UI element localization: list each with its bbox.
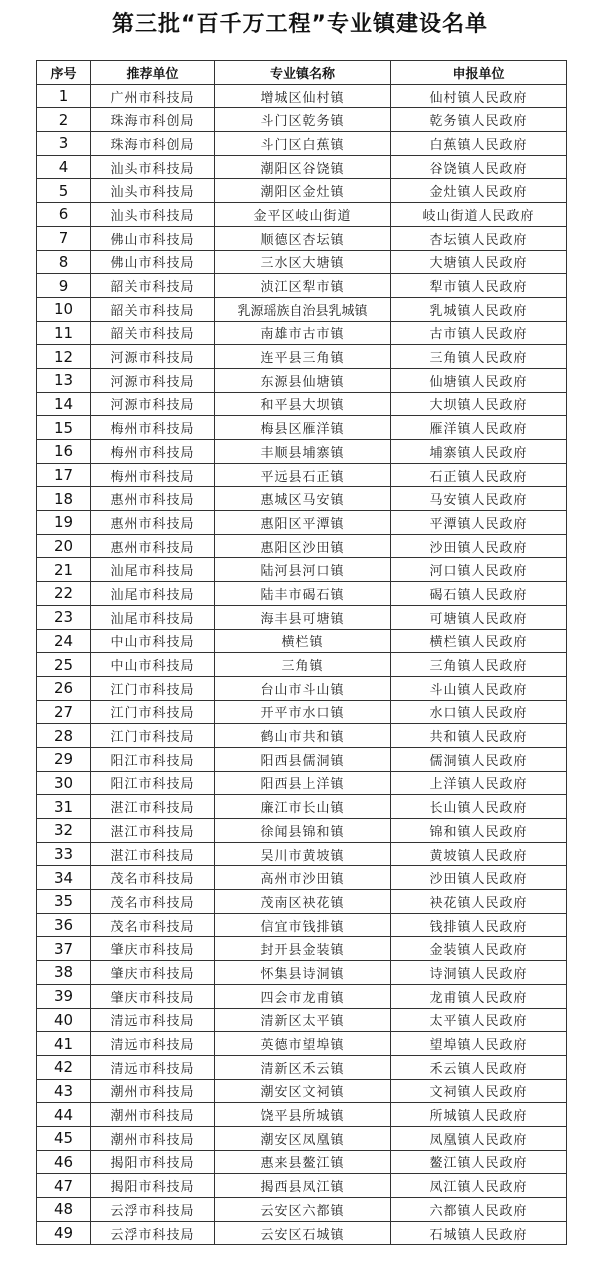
row-town-name: 金平区岐山街道	[215, 203, 391, 227]
row-applying-unit: 白蕉镇人民政府	[391, 132, 567, 156]
row-town-name: 吴川市黄坡镇	[215, 842, 391, 866]
row-applying-unit: 杏坛镇人民政府	[391, 226, 567, 250]
table-row	[37, 416, 567, 440]
table-row	[37, 1032, 567, 1056]
table-row	[37, 250, 567, 274]
row-index: 19	[37, 511, 91, 535]
header-index: 序号	[37, 61, 91, 85]
row-applying-unit: 石城镇人民政府	[391, 1221, 567, 1245]
row-recommending-unit: 中山市科技局	[91, 629, 215, 653]
row-town-name: 横栏镇	[215, 629, 391, 653]
row-applying-unit: 乾务镇人民政府	[391, 108, 567, 132]
row-index: 24	[37, 629, 91, 653]
row-town-name: 英德市望埠镇	[215, 1032, 391, 1056]
row-town-name: 顺德区杏坛镇	[215, 226, 391, 250]
table-row	[37, 1055, 567, 1079]
row-recommending-unit: 河源市科技局	[91, 368, 215, 392]
row-applying-unit: 河口镇人民政府	[391, 558, 567, 582]
row-town-name: 东源县仙塘镇	[215, 368, 391, 392]
row-recommending-unit: 肇庆市科技局	[91, 984, 215, 1008]
row-town-name: 丰顺县埔寨镇	[215, 440, 391, 464]
row-town-name: 连平县三角镇	[215, 345, 391, 369]
table-row	[37, 1150, 567, 1174]
table-row	[37, 795, 567, 819]
row-recommending-unit: 韶关市科技局	[91, 297, 215, 321]
table-row	[37, 487, 567, 511]
row-applying-unit: 埔寨镇人民政府	[391, 440, 567, 464]
header-applying-unit: 申报单位	[391, 61, 567, 85]
row-recommending-unit: 韶关市科技局	[91, 321, 215, 345]
row-applying-unit: 鳌江镇人民政府	[391, 1150, 567, 1174]
row-town-name: 梅县区雁洋镇	[215, 416, 391, 440]
row-index: 49	[37, 1221, 91, 1245]
row-town-name: 潮阳区谷饶镇	[215, 155, 391, 179]
table-row	[37, 226, 567, 250]
table-row	[37, 819, 567, 843]
table-row	[37, 1174, 567, 1198]
row-recommending-unit: 惠州市科技局	[91, 511, 215, 535]
row-applying-unit: 仙塘镇人民政府	[391, 368, 567, 392]
table-row	[37, 463, 567, 487]
row-applying-unit: 三角镇人民政府	[391, 653, 567, 677]
table-row	[37, 132, 567, 156]
row-index: 40	[37, 1008, 91, 1032]
table-row	[37, 629, 567, 653]
row-applying-unit: 大坝镇人民政府	[391, 392, 567, 416]
table-row	[37, 1126, 567, 1150]
row-town-name: 云安区六都镇	[215, 1198, 391, 1222]
row-applying-unit: 凤江镇人民政府	[391, 1174, 567, 1198]
row-recommending-unit: 江门市科技局	[91, 724, 215, 748]
row-index: 29	[37, 747, 91, 771]
row-index: 34	[37, 866, 91, 890]
row-town-name: 封开县金装镇	[215, 937, 391, 961]
table-row	[37, 582, 567, 606]
row-index: 42	[37, 1055, 91, 1079]
row-town-name: 乳源瑶族自治县乳城镇	[215, 297, 391, 321]
row-index: 28	[37, 724, 91, 748]
header-town-name: 专业镇名称	[215, 61, 391, 85]
table-row	[37, 1221, 567, 1245]
row-recommending-unit: 湛江市科技局	[91, 819, 215, 843]
table-row	[37, 511, 567, 535]
row-applying-unit: 大塘镇人民政府	[391, 250, 567, 274]
town-list-table	[36, 60, 567, 1245]
table-row	[37, 345, 567, 369]
table-row	[37, 984, 567, 1008]
row-town-name: 阳西县上洋镇	[215, 771, 391, 795]
row-index: 14	[37, 392, 91, 416]
row-town-name: 潮安区文祠镇	[215, 1079, 391, 1103]
table-row	[37, 724, 567, 748]
row-index: 2	[37, 108, 91, 132]
row-applying-unit: 岐山街道人民政府	[391, 203, 567, 227]
row-applying-unit: 长山镇人民政府	[391, 795, 567, 819]
row-town-name: 惠阳区平潭镇	[215, 511, 391, 535]
table-row	[37, 274, 567, 298]
document-title: 第三批“百千万工程”专业镇建设名单	[112, 12, 488, 37]
table-row	[37, 913, 567, 937]
row-recommending-unit: 云浮市科技局	[91, 1221, 215, 1245]
row-applying-unit: 雁洋镇人民政府	[391, 416, 567, 440]
table-row	[37, 676, 567, 700]
row-index: 48	[37, 1198, 91, 1222]
row-applying-unit: 横栏镇人民政府	[391, 629, 567, 653]
row-town-name: 惠来县鳌江镇	[215, 1150, 391, 1174]
row-recommending-unit: 珠海市科创局	[91, 132, 215, 156]
row-applying-unit: 沙田镇人民政府	[391, 534, 567, 558]
row-town-name: 陆丰市碣石镇	[215, 582, 391, 606]
row-town-name: 浈江区犁市镇	[215, 274, 391, 298]
table-row	[37, 534, 567, 558]
row-index: 20	[37, 534, 91, 558]
row-town-name: 三角镇	[215, 653, 391, 677]
row-index: 3	[37, 132, 91, 156]
row-recommending-unit: 汕头市科技局	[91, 155, 215, 179]
row-recommending-unit: 惠州市科技局	[91, 487, 215, 511]
row-index: 15	[37, 416, 91, 440]
row-town-name: 阳西县儒洞镇	[215, 747, 391, 771]
row-town-name: 增城区仙村镇	[215, 84, 391, 108]
row-recommending-unit: 惠州市科技局	[91, 534, 215, 558]
table-row	[37, 392, 567, 416]
row-recommending-unit: 潮州市科技局	[91, 1103, 215, 1127]
row-recommending-unit: 河源市科技局	[91, 392, 215, 416]
table-row	[37, 700, 567, 724]
row-index: 27	[37, 700, 91, 724]
row-recommending-unit: 云浮市科技局	[91, 1198, 215, 1222]
row-index: 25	[37, 653, 91, 677]
row-town-name: 云安区石城镇	[215, 1221, 391, 1245]
table-row	[37, 747, 567, 771]
row-index: 33	[37, 842, 91, 866]
row-town-name: 茂南区袂花镇	[215, 890, 391, 914]
row-recommending-unit: 韶关市科技局	[91, 274, 215, 298]
row-recommending-unit: 湛江市科技局	[91, 842, 215, 866]
row-applying-unit: 黄坡镇人民政府	[391, 842, 567, 866]
header-recommending-unit: 推荐单位	[91, 61, 215, 85]
table-row	[37, 558, 567, 582]
row-applying-unit: 犁市镇人民政府	[391, 274, 567, 298]
row-index: 39	[37, 984, 91, 1008]
row-recommending-unit: 揭阳市科技局	[91, 1174, 215, 1198]
row-town-name: 怀集县诗洞镇	[215, 961, 391, 985]
table-row	[37, 440, 567, 464]
table-row	[37, 297, 567, 321]
row-town-name: 清新区太平镇	[215, 1008, 391, 1032]
row-town-name: 高州市沙田镇	[215, 866, 391, 890]
row-applying-unit: 儒洞镇人民政府	[391, 747, 567, 771]
table-row	[37, 1079, 567, 1103]
row-recommending-unit: 汕尾市科技局	[91, 605, 215, 629]
row-recommending-unit: 汕尾市科技局	[91, 558, 215, 582]
table-row	[37, 179, 567, 203]
table-row	[37, 890, 567, 914]
table-row	[37, 961, 567, 985]
table-body	[37, 84, 567, 1245]
row-town-name: 南雄市古市镇	[215, 321, 391, 345]
row-recommending-unit: 肇庆市科技局	[91, 937, 215, 961]
row-town-name: 廉江市长山镇	[215, 795, 391, 819]
table-row	[37, 937, 567, 961]
table-row	[37, 605, 567, 629]
row-index: 8	[37, 250, 91, 274]
row-recommending-unit: 潮州市科技局	[91, 1079, 215, 1103]
table-row	[37, 1198, 567, 1222]
row-index: 41	[37, 1032, 91, 1056]
row-town-name: 斗门区乾务镇	[215, 108, 391, 132]
row-town-name: 惠阳区沙田镇	[215, 534, 391, 558]
row-town-name: 台山市斗山镇	[215, 676, 391, 700]
row-applying-unit: 六都镇人民政府	[391, 1198, 567, 1222]
row-town-name: 潮安区凤凰镇	[215, 1126, 391, 1150]
row-recommending-unit: 佛山市科技局	[91, 226, 215, 250]
row-applying-unit: 古市镇人民政府	[391, 321, 567, 345]
row-applying-unit: 共和镇人民政府	[391, 724, 567, 748]
row-index: 4	[37, 155, 91, 179]
row-applying-unit: 所城镇人民政府	[391, 1103, 567, 1127]
row-index: 21	[37, 558, 91, 582]
row-town-name: 三水区大塘镇	[215, 250, 391, 274]
table-row	[37, 368, 567, 392]
row-applying-unit: 钱排镇人民政府	[391, 913, 567, 937]
row-applying-unit: 金装镇人民政府	[391, 937, 567, 961]
row-town-name: 揭西县凤江镇	[215, 1174, 391, 1198]
row-recommending-unit: 梅州市科技局	[91, 440, 215, 464]
row-index: 16	[37, 440, 91, 464]
row-applying-unit: 马安镇人民政府	[391, 487, 567, 511]
row-index: 13	[37, 368, 91, 392]
row-applying-unit: 禾云镇人民政府	[391, 1055, 567, 1079]
table-row	[37, 203, 567, 227]
row-applying-unit: 水口镇人民政府	[391, 700, 567, 724]
row-recommending-unit: 阳江市科技局	[91, 747, 215, 771]
row-recommending-unit: 湛江市科技局	[91, 795, 215, 819]
row-recommending-unit: 揭阳市科技局	[91, 1150, 215, 1174]
row-town-name: 斗门区白蕉镇	[215, 132, 391, 156]
row-recommending-unit: 汕头市科技局	[91, 203, 215, 227]
row-town-name: 潮阳区金灶镇	[215, 179, 391, 203]
row-recommending-unit: 珠海市科创局	[91, 108, 215, 132]
row-index: 32	[37, 819, 91, 843]
row-recommending-unit: 佛山市科技局	[91, 250, 215, 274]
row-town-name: 徐闻县锦和镇	[215, 819, 391, 843]
row-recommending-unit: 广州市科技局	[91, 84, 215, 108]
row-town-name: 惠城区马安镇	[215, 487, 391, 511]
row-index: 10	[37, 297, 91, 321]
row-town-name: 海丰县可塘镇	[215, 605, 391, 629]
row-town-name: 清新区禾云镇	[215, 1055, 391, 1079]
row-index: 37	[37, 937, 91, 961]
row-index: 12	[37, 345, 91, 369]
row-recommending-unit: 汕头市科技局	[91, 179, 215, 203]
row-applying-unit: 斗山镇人民政府	[391, 676, 567, 700]
table-row	[37, 653, 567, 677]
table-row	[37, 84, 567, 108]
row-recommending-unit: 清远市科技局	[91, 1008, 215, 1032]
row-applying-unit: 沙田镇人民政府	[391, 866, 567, 890]
row-applying-unit: 石正镇人民政府	[391, 463, 567, 487]
row-recommending-unit: 汕尾市科技局	[91, 582, 215, 606]
row-index: 1	[37, 84, 91, 108]
row-applying-unit: 袂花镇人民政府	[391, 890, 567, 914]
row-recommending-unit: 潮州市科技局	[91, 1126, 215, 1150]
row-recommending-unit: 清远市科技局	[91, 1055, 215, 1079]
row-index: 44	[37, 1103, 91, 1127]
table-header-row	[37, 61, 567, 85]
row-recommending-unit: 肇庆市科技局	[91, 961, 215, 985]
table-row	[37, 771, 567, 795]
table-row	[37, 1103, 567, 1127]
table-row	[37, 1008, 567, 1032]
table-row	[37, 842, 567, 866]
row-recommending-unit: 清远市科技局	[91, 1032, 215, 1056]
row-applying-unit: 太平镇人民政府	[391, 1008, 567, 1032]
table-row	[37, 321, 567, 345]
row-town-name: 四会市龙甫镇	[215, 984, 391, 1008]
row-applying-unit: 三角镇人民政府	[391, 345, 567, 369]
row-index: 31	[37, 795, 91, 819]
row-index: 38	[37, 961, 91, 985]
row-index: 35	[37, 890, 91, 914]
row-applying-unit: 龙甫镇人民政府	[391, 984, 567, 1008]
row-applying-unit: 平潭镇人民政府	[391, 511, 567, 535]
row-index: 9	[37, 274, 91, 298]
row-applying-unit: 凤凰镇人民政府	[391, 1126, 567, 1150]
row-recommending-unit: 中山市科技局	[91, 653, 215, 677]
table-row	[37, 108, 567, 132]
row-applying-unit: 诗洞镇人民政府	[391, 961, 567, 985]
row-index: 45	[37, 1126, 91, 1150]
row-applying-unit: 文祠镇人民政府	[391, 1079, 567, 1103]
row-recommending-unit: 江门市科技局	[91, 676, 215, 700]
row-town-name: 饶平县所城镇	[215, 1103, 391, 1127]
row-index: 23	[37, 605, 91, 629]
row-applying-unit: 上洋镇人民政府	[391, 771, 567, 795]
row-index: 46	[37, 1150, 91, 1174]
row-town-name: 信宜市钱排镇	[215, 913, 391, 937]
row-index: 36	[37, 913, 91, 937]
row-recommending-unit: 茂名市科技局	[91, 913, 215, 937]
row-index: 30	[37, 771, 91, 795]
row-recommending-unit: 江门市科技局	[91, 700, 215, 724]
row-applying-unit: 碣石镇人民政府	[391, 582, 567, 606]
row-index: 6	[37, 203, 91, 227]
row-town-name: 陆河县河口镇	[215, 558, 391, 582]
row-recommending-unit: 茂名市科技局	[91, 890, 215, 914]
row-index: 47	[37, 1174, 91, 1198]
row-applying-unit: 望埠镇人民政府	[391, 1032, 567, 1056]
row-applying-unit: 乳城镇人民政府	[391, 297, 567, 321]
row-index: 26	[37, 676, 91, 700]
row-index: 17	[37, 463, 91, 487]
table-row	[37, 155, 567, 179]
row-recommending-unit: 茂名市科技局	[91, 866, 215, 890]
row-recommending-unit: 梅州市科技局	[91, 416, 215, 440]
row-town-name: 平远县石正镇	[215, 463, 391, 487]
row-index: 43	[37, 1079, 91, 1103]
row-recommending-unit: 梅州市科技局	[91, 463, 215, 487]
row-index: 18	[37, 487, 91, 511]
row-applying-unit: 仙村镇人民政府	[391, 84, 567, 108]
row-town-name: 和平县大坝镇	[215, 392, 391, 416]
row-index: 11	[37, 321, 91, 345]
row-applying-unit: 谷饶镇人民政府	[391, 155, 567, 179]
row-applying-unit: 锦和镇人民政府	[391, 819, 567, 843]
row-index: 7	[37, 226, 91, 250]
row-recommending-unit: 阳江市科技局	[91, 771, 215, 795]
row-index: 5	[37, 179, 91, 203]
row-applying-unit: 金灶镇人民政府	[391, 179, 567, 203]
table-row	[37, 866, 567, 890]
row-town-name: 开平市水口镇	[215, 700, 391, 724]
row-index: 22	[37, 582, 91, 606]
row-town-name: 鹤山市共和镇	[215, 724, 391, 748]
row-applying-unit: 可塘镇人民政府	[391, 605, 567, 629]
row-recommending-unit: 河源市科技局	[91, 345, 215, 369]
